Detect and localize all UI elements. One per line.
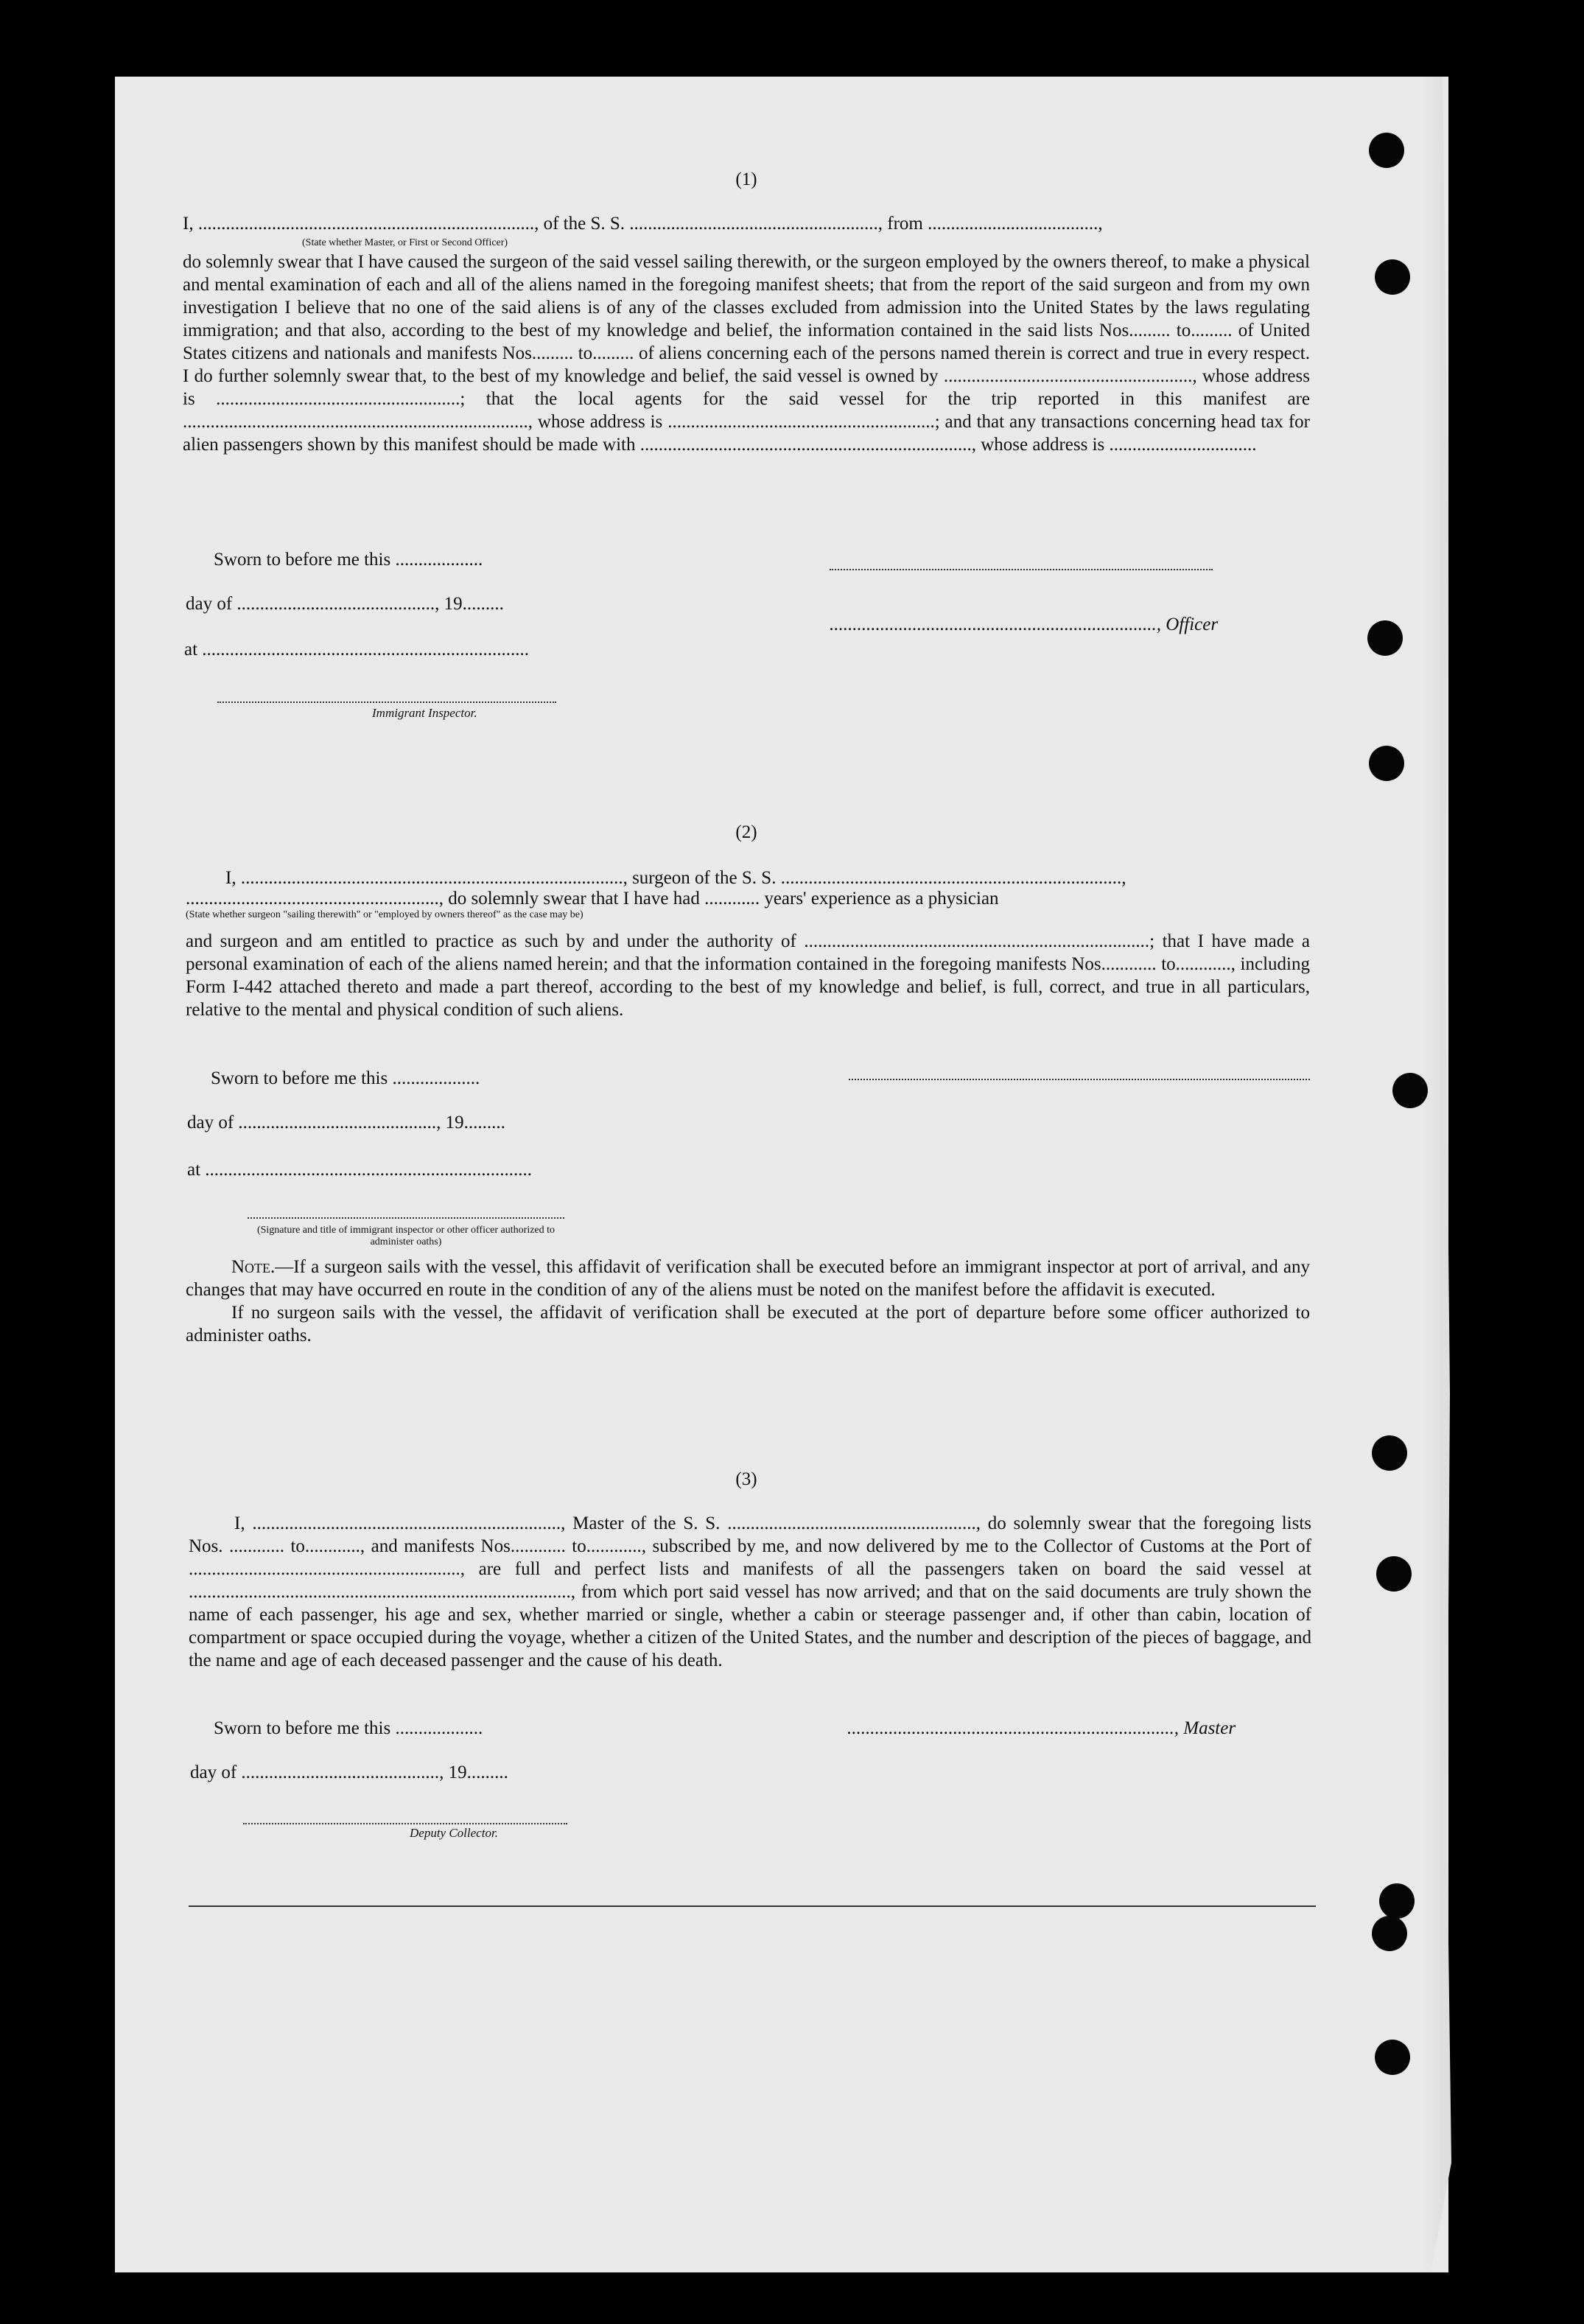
day-line-3: day of ..........................................., 19.........: [190, 1763, 508, 1782]
oath-text-3: I, ..................................................................., Master of the S. S. ......................................................, do solemnly swear that the foregoing lists Nos. ............ to............, and manifests Nos............ to............, subscribed by me, and now delivered by me to the Collector of Customs at the Port of ..........................................................., are full and perfect lists and manifests of all the passengers taken on board the said vessel at ..................................................................................., from which port said vessel has now arrived; and that on the said documents are truly shown the name of each passenger, his age and sex, whether married or single, whether a cabin or steerage passenger and, if other than cabin, location of compartment or space occupied during the voyage, whether a citizen of the United States, and the number and description of the pieces of baggage, and the name and age of each deceased passenger and the cause of his death.: [189, 1513, 1311, 1670]
oath-text-2: and surgeon and am entitled to practice as such by and under the authority of ...........................................................................; that I have made a personal examination of each of the aliens named herein; and that the information contained in the foregoing manifests Nos............ to............, including Form I-442 attached thereto and made a part thereof, according to the best of my knowledge and belief, is full, correct, and true in all particulars, relative to the mental and physical condition of such aliens.: [186, 931, 1310, 1020]
signature-line-2: [849, 1079, 1310, 1080]
binder-hole: [1369, 746, 1404, 781]
sworn-line-1: Sworn to before me this ...................: [214, 550, 483, 570]
rank-note: (State whether Master, or First or Second Officer): [302, 237, 508, 248]
binder-hole: [1392, 1073, 1428, 1108]
deputy-label: Deputy Collector.: [410, 1826, 498, 1840]
sworn-line-2: Sworn to before me this ...................: [211, 1068, 480, 1088]
deputy-signature-line: [243, 1823, 567, 1824]
binder-hole: [1372, 1435, 1407, 1471]
section-2-number: (2): [735, 822, 757, 842]
inspector-signature-line: [217, 701, 556, 703]
signature-line-1: [830, 569, 1213, 570]
surgeon-note: (State whether surgeon "sailing therewith" or "employed by owners thereof" as the case may be): [186, 909, 584, 920]
section-1-paragraph: [183, 251, 1310, 456]
note-block: [186, 1256, 1310, 1347]
section-3-paragraph: [189, 1512, 1311, 1672]
binder-hole: [1376, 1556, 1412, 1592]
note-label: Note.: [231, 1257, 276, 1277]
section-2-paragraph: [186, 930, 1310, 1021]
master-line: [847, 1717, 1319, 1740]
note-text: —If a surgeon sails with the vessel, this affidavit of verification shall be executed before an immigrant inspector at port of arrival, and any changes that may have occurred en route in the condition of any of the aliens must be noted on the manifest before the affidavit is executed.: [186, 1257, 1310, 1300]
section-1-line1: I, ........................................................................., of the S. S. ......................................................, from .....................................,: [183, 214, 1103, 234]
sworn-line-3: Sworn to before me this ...................: [214, 1718, 483, 1738]
officer-line: [830, 613, 1308, 636]
torn-edge: [1422, 77, 1451, 2272]
master-label: ......................................................................., Master: [847, 1718, 1236, 1738]
bottom-rule: [189, 1905, 1316, 1907]
section-2-line1: I, ..................................................................................., surgeon of the S. S. ..........................................................................,: [225, 868, 1126, 888]
binder-hole: [1375, 259, 1410, 295]
day-line-1: day of ..........................................., 19.........: [186, 594, 504, 614]
oath-text-1: do solemnly swear that I have caused the surgeon of the said vessel sailing therewith, or the surgeon employed by the owners thereof, to make a physical and mental examination of each and all of the aliens named in the foregoing manifest sheets; that from the report of the said surgeon and from my own investigation I believe that no one of the said aliens is of any of the classes excluded from admission into the United States by the laws regulating immigration; and that also, according to the best of my knowledge and belief, the information contained in the said lists Nos......... to......... of United States citizens and nationals and manifests Nos......... to......... of aliens concerning each of the persons named therein is correct and true in every respect. I do further solemnly swear that, to the best of my knowledge and belief, the said vessel is owned by ......................................................, whose address is .....................................................; that the local agents for the said vessel for the trip reported in this manifest are ..........................................................................., whose address is ..........................................................; and that any transactions concerning head tax for alien passengers shown by this manifest should be made with ........................................................................, whose address is ................................: [183, 252, 1310, 455]
officer-label: ......................................................................., Officer: [830, 615, 1219, 634]
inspector-label: Immigrant Inspector.: [372, 706, 477, 720]
inspector-signature-line-2: [248, 1217, 564, 1219]
day-line-2: day of ..........................................., 19.........: [187, 1113, 505, 1133]
binder-hole: [1375, 2040, 1410, 2075]
section-2-line2: ......................................................., do solemnly swear that I have had ............ years' experience as a physician: [186, 889, 999, 909]
binder-hole: [1372, 1916, 1407, 1951]
binder-hole: [1367, 620, 1403, 656]
signature-note: (Signature and title of immigrant inspector or other officer authorized to administer oaths): [256, 1225, 556, 1247]
note-text-2: If no surgeon sails with the vessel, the affidavit of verification shall be executed at the port of departure before some officer authorized to administer oaths.: [186, 1303, 1310, 1345]
section-1-number: (1): [735, 169, 757, 189]
binder-hole: [1369, 133, 1404, 168]
binder-hole: [1379, 1883, 1415, 1919]
at-line-1: at .......................................................................: [184, 640, 530, 659]
section-3-number: (3): [735, 1469, 757, 1489]
show-through-marks: [589, 508, 1252, 803]
at-line-2: at .......................................................................: [187, 1160, 533, 1180]
